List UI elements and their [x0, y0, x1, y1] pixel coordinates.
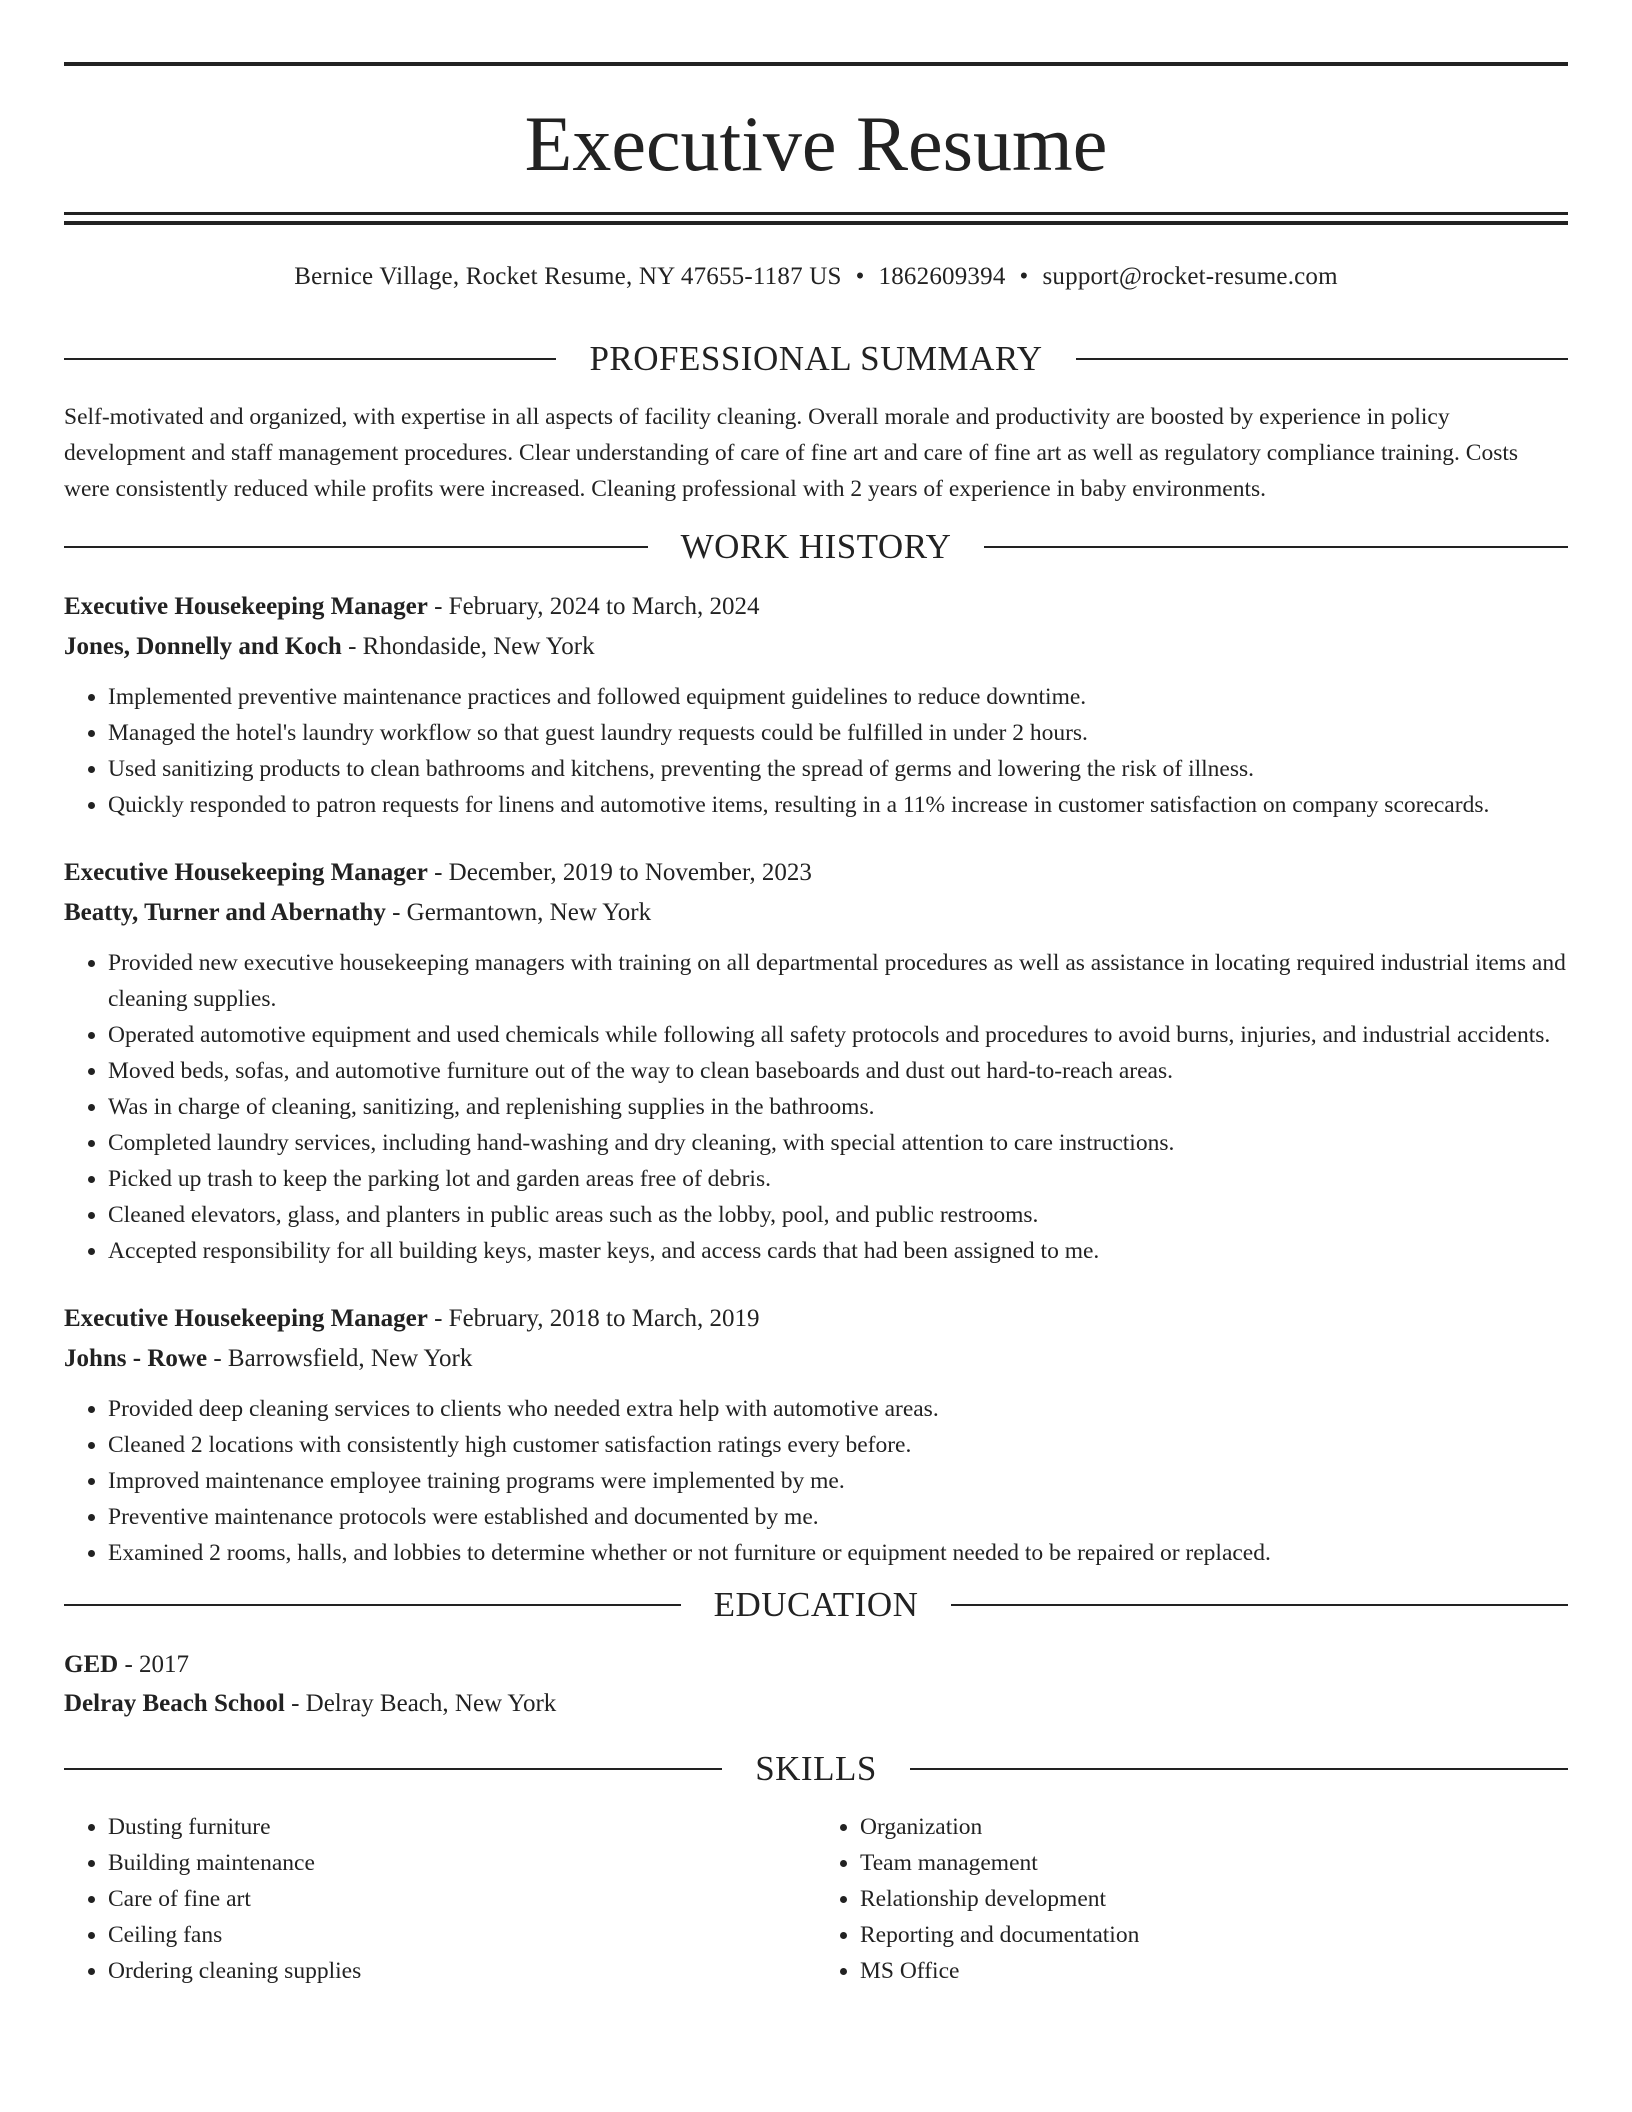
list-item: • Managed the hotel's laundry workflow so that guest laundry requests could be fulfilled in under 2 hours.: [108, 715, 1568, 751]
job-company: Johns - Rowe: [64, 1345, 208, 1372]
job-company-line: [64, 893, 1568, 933]
list-item: • Ceiling fans: [108, 1917, 816, 1953]
list-item: • Examined 2 rooms, halls, and lobbies to determine whether or not furniture or equipment needed to be repaired or replaced.: [108, 1535, 1568, 1571]
job-company: Jones, Donnelly and Koch: [64, 633, 342, 660]
list-item: • Used sanitizing products to clean bathrooms and kitchens, preventing the spread of germs and lowering the risk of illness.: [108, 751, 1568, 787]
job-company-line: [64, 627, 1568, 667]
section-header-work: [64, 525, 1568, 569]
job-location: - Germantown, New York: [385, 899, 652, 926]
list-item: • MS Office: [860, 1953, 1568, 1989]
divider-line: [64, 546, 648, 548]
list-item: • Cleaned elevators, glass, and planters in public areas such as the lobby, pool, and public restrooms.: [108, 1197, 1568, 1233]
list-item: • Accepted responsibility for all building keys, master keys, and access cards that had been assigned to me.: [108, 1233, 1568, 1269]
job-dates: - February, 2024 to March, 2024: [427, 593, 760, 620]
divider-line: [1076, 358, 1568, 360]
list-item: • Building maintenance: [108, 1845, 816, 1881]
section-header-skills: [64, 1747, 1568, 1791]
contact-separator: •: [855, 263, 865, 290]
divider-line: [951, 1604, 1568, 1606]
list-item: • Dusting furniture: [108, 1809, 816, 1845]
job-title-line: [64, 853, 1568, 893]
top-rule: [64, 62, 1568, 66]
list-item: • Cleaned 2 locations with consistently high customer satisfaction ratings every before.: [108, 1427, 1568, 1463]
job-title-line: [64, 587, 1568, 627]
list-item: • Picked up trash to keep the parking lot and garden areas free of debris.: [108, 1161, 1568, 1197]
job-bullets: [64, 945, 1568, 1269]
education-degree-line: [64, 1645, 1568, 1684]
section-header-summary: [64, 337, 1568, 381]
divider-line: [910, 1768, 1568, 1770]
list-item: • Quickly responded to patron requests for linens and automotive items, resulting in a 11% increase in customer satisfaction on company scorecards.: [108, 787, 1568, 823]
contact-line: [64, 261, 1568, 293]
contact-separator: •: [1019, 263, 1029, 290]
list-item: • Operated automotive equipment and used chemicals while following all safety protocols and procedures to avoid burns, injuries, and industrial accidents.: [108, 1017, 1568, 1053]
list-item: • Improved maintenance employee training programs were implemented by me.: [108, 1463, 1568, 1499]
list-item: • Completed laundry services, including hand-washing and dry cleaning, with special attention to care instructions.: [108, 1125, 1568, 1161]
job-location: - Barrowsfield, New York: [207, 1345, 473, 1372]
summary-text: Self-motivated and organized, with expertise in all aspects of facility cleaning. Overall morale and productivity are boosted by experience in policy development and staff management procedures. Clear understanding of care of fine art and care of fine art as well as regulatory compliance training. Costs were consistently reduced while profits were increased. Cleaning professional with 2 years of experience in baby environments.: [64, 404, 1519, 502]
divider-line: [984, 546, 1568, 548]
job-dates: - February, 2018 to March, 2019: [427, 1305, 760, 1332]
list-item: • Organization: [860, 1809, 1568, 1845]
skills-list: [64, 1809, 1568, 1989]
job-entry: [64, 853, 1568, 1269]
education-entry: [64, 1645, 1568, 1723]
section-title-summary: PROFESSIONAL SUMMARY: [589, 339, 1043, 378]
list-item: • Moved beds, sofas, and automotive furniture out of the way to clean baseboards and dust out hard-to-reach areas.: [108, 1053, 1568, 1089]
job-dates: - December, 2019 to November, 2023: [427, 859, 812, 886]
job-company: Beatty, Turner and Abernathy: [64, 899, 386, 926]
education-year: - 2017: [118, 1651, 190, 1678]
job-title-line: [64, 1299, 1568, 1339]
education-degree: GED: [64, 1651, 119, 1678]
list-item: • Team management: [860, 1845, 1568, 1881]
divider-line: [64, 358, 556, 360]
contact-email: support@rocket-resume.com: [1042, 263, 1338, 290]
list-item: • Was in charge of cleaning, sanitizing, and replenishing supplies in the bathrooms.: [108, 1089, 1568, 1125]
section-title-work: WORK HISTORY: [680, 527, 952, 566]
divider-line: [64, 1768, 722, 1770]
resume-title: Executive Resume: [524, 100, 1108, 187]
education-school: Delray Beach School: [64, 1690, 285, 1717]
contact-phone: 1862609394: [878, 263, 1006, 290]
skills-column-left: [64, 1809, 816, 1989]
list-item: • Ordering cleaning supplies: [108, 1953, 816, 1989]
job-bullets: [64, 679, 1568, 823]
list-item: • Provided deep cleaning services to clients who needed extra help with automotive areas.: [108, 1391, 1568, 1427]
section-header-education: [64, 1583, 1568, 1627]
resume-page: [64, 62, 1568, 1989]
list-item: • Preventive maintenance protocols were established and documented by me.: [108, 1499, 1568, 1535]
job-title: Executive Housekeeping Manager: [64, 1305, 428, 1332]
job-location: - Rhondaside, New York: [341, 633, 595, 660]
list-item: • Relationship development: [860, 1881, 1568, 1917]
title-double-rule: [64, 212, 1568, 225]
section-title-education: EDUCATION: [713, 1585, 919, 1624]
contact-address: Bernice Village, Rocket Resume, NY 47655-1187 US: [294, 263, 842, 290]
list-item: • Reporting and documentation: [860, 1917, 1568, 1953]
list-item: • Care of fine art: [108, 1881, 816, 1917]
job-entry: [64, 1299, 1568, 1571]
job-title: Executive Housekeeping Manager: [64, 859, 428, 886]
section-title-skills: SKILLS: [755, 1749, 877, 1788]
job-bullets: [64, 1391, 1568, 1571]
divider-line: [64, 1604, 681, 1606]
job-company-line: [64, 1339, 1568, 1379]
education-school-line: [64, 1684, 1568, 1723]
job-entry: [64, 587, 1568, 823]
skills-column-right: [816, 1809, 1568, 1989]
list-item: • Implemented preventive maintenance practices and followed equipment guidelines to reduce downtime.: [108, 679, 1568, 715]
list-item: • Provided new executive housekeeping managers with training on all departmental procedures as well as assistance in locating required industrial items and cleaning supplies.: [108, 945, 1568, 1017]
education-location: - Delray Beach, New York: [284, 1690, 557, 1717]
job-title: Executive Housekeeping Manager: [64, 593, 428, 620]
